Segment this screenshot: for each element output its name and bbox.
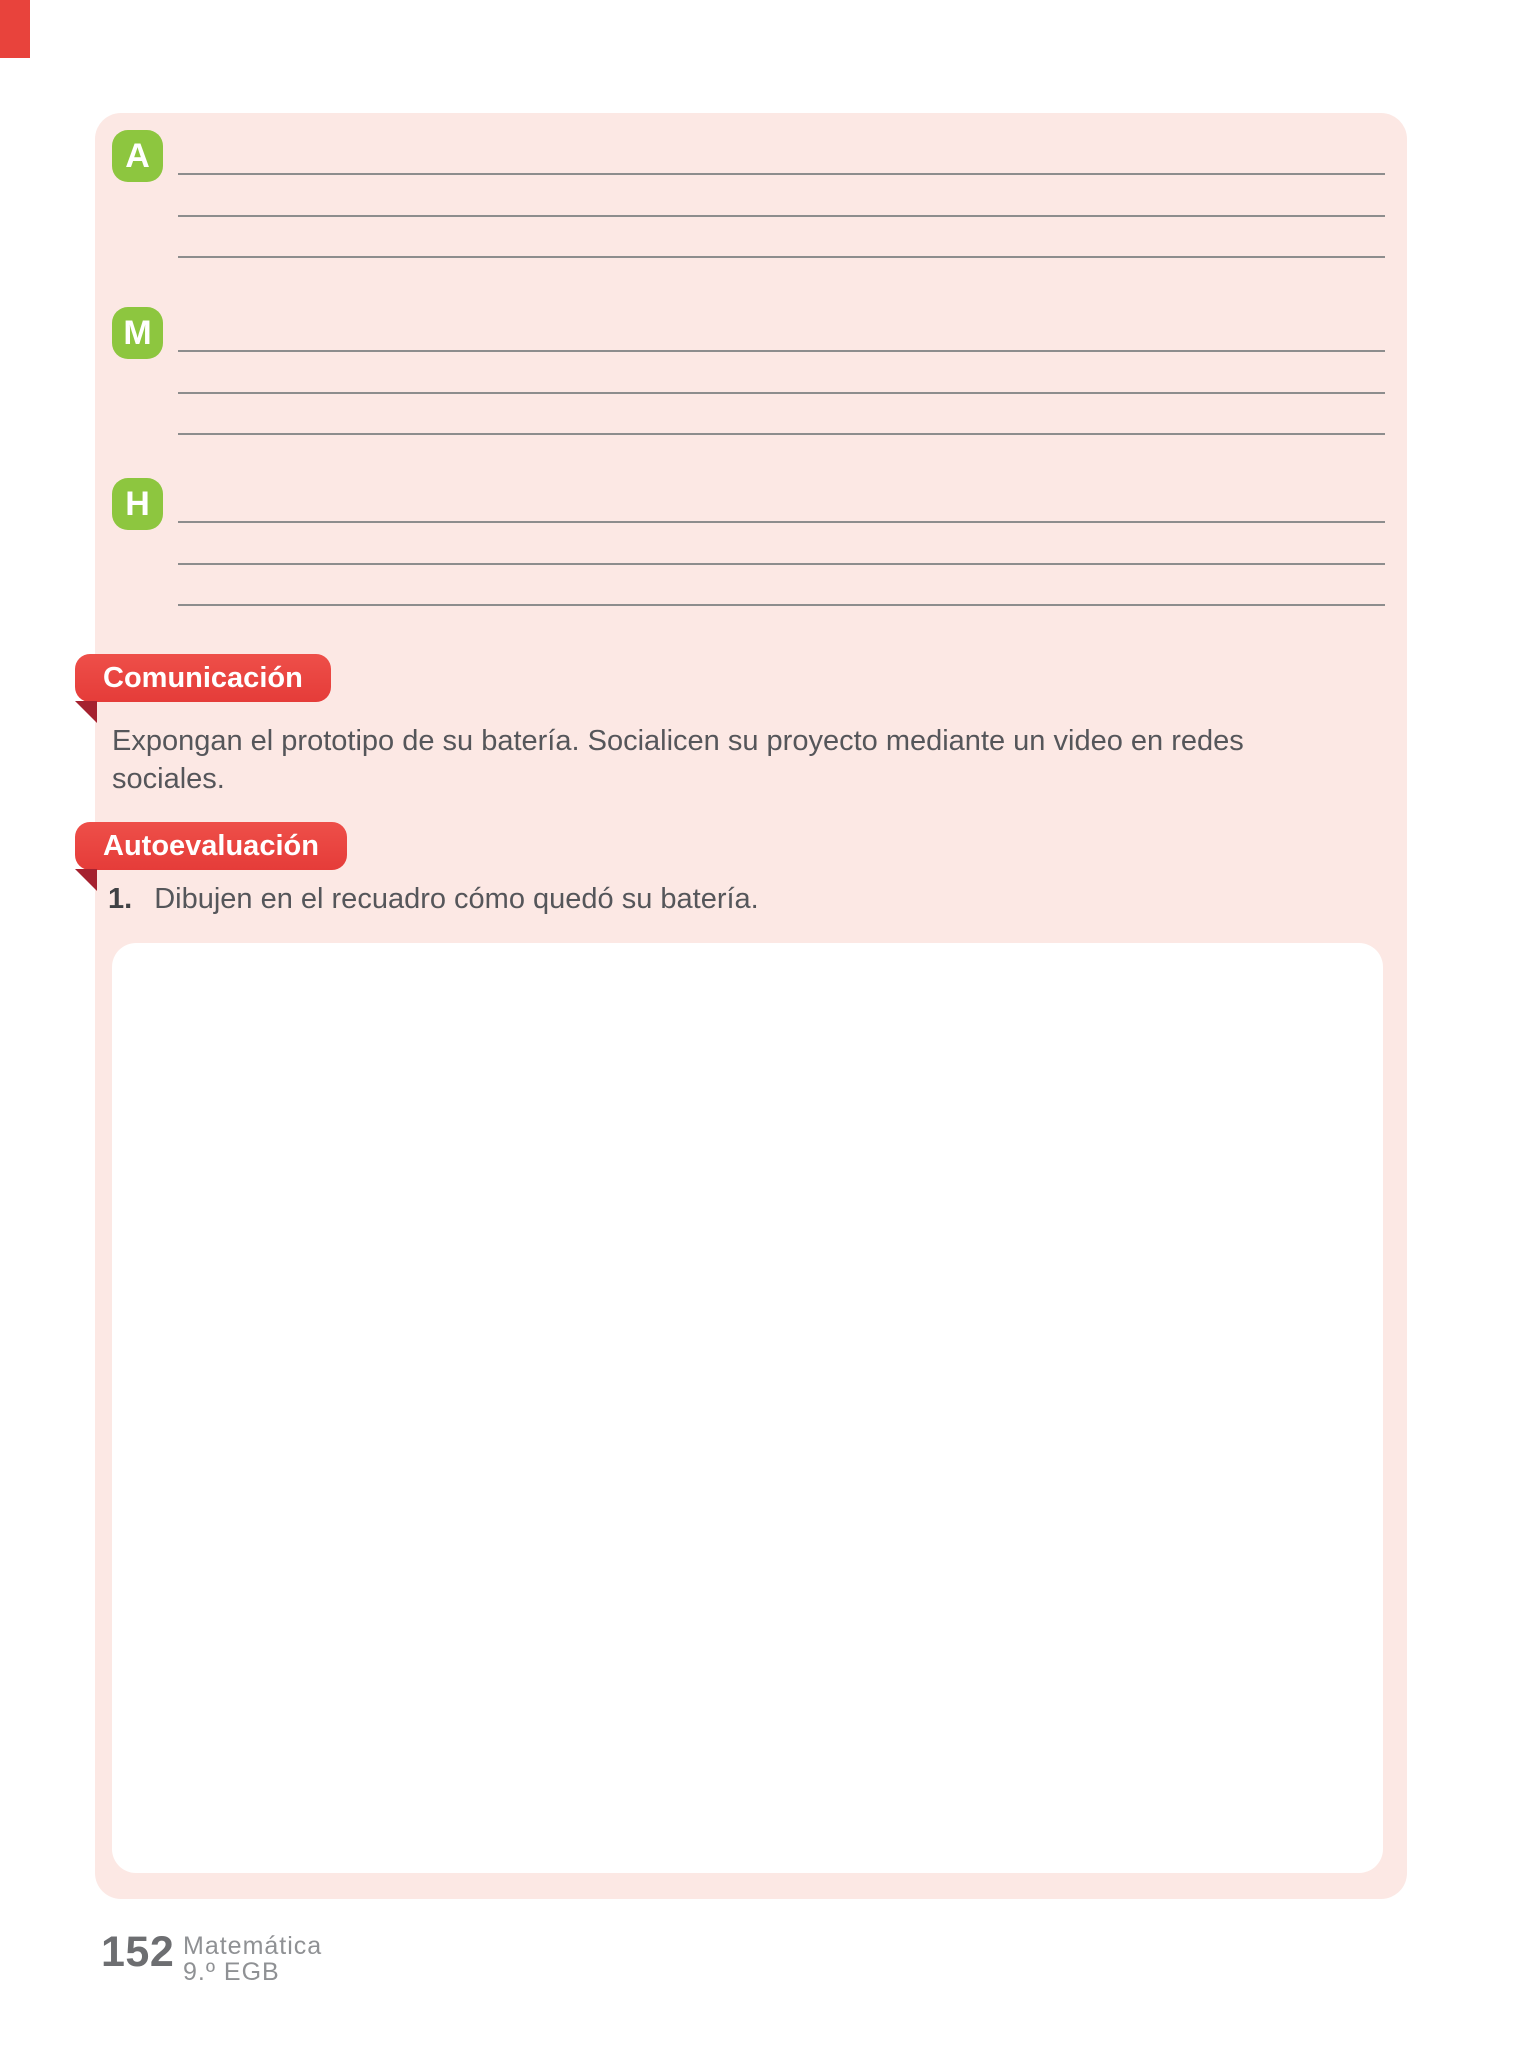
- answer-line: [178, 350, 1385, 352]
- communication-ribbon: Comunicación: [75, 654, 331, 702]
- worksheet-section-m: [112, 307, 1407, 442]
- footer-subject-grade: [183, 1933, 322, 1985]
- self-assessment-ribbon: Autoevaluación: [75, 822, 347, 870]
- answer-line: [178, 433, 1385, 435]
- answer-line: [178, 563, 1385, 565]
- badge-m: M: [112, 307, 163, 359]
- page-number: 152: [101, 1928, 175, 1976]
- answer-line: [178, 173, 1385, 175]
- communication-text: Expongan el prototipo de su batería. Socialicen su proyecto mediante un video en redes sociales.: [112, 725, 1244, 795]
- answer-line: [178, 215, 1385, 217]
- footer-subject: Matemática: [183, 1932, 323, 1960]
- answer-line: [178, 604, 1385, 606]
- footer-grade: 9.º EGB: [183, 1958, 280, 1986]
- answer-line: [178, 392, 1385, 394]
- item-number: 1.: [108, 883, 133, 915]
- self-assessment-item: [108, 883, 1358, 916]
- item-text: Dibujen en el recuadro cómo quedó su batería.: [154, 883, 759, 915]
- badge-h: H: [112, 478, 163, 530]
- answer-line: [178, 521, 1385, 523]
- answer-line: [178, 256, 1385, 258]
- page-edge-tab: [0, 0, 30, 58]
- drawing-box: [112, 943, 1383, 1873]
- ribbon-fold-icon: [75, 869, 97, 891]
- worksheet-section-a: [112, 130, 1407, 265]
- worksheet-section-h: [112, 478, 1407, 613]
- ribbon-fold-icon: [75, 701, 97, 723]
- badge-a: A: [112, 130, 163, 182]
